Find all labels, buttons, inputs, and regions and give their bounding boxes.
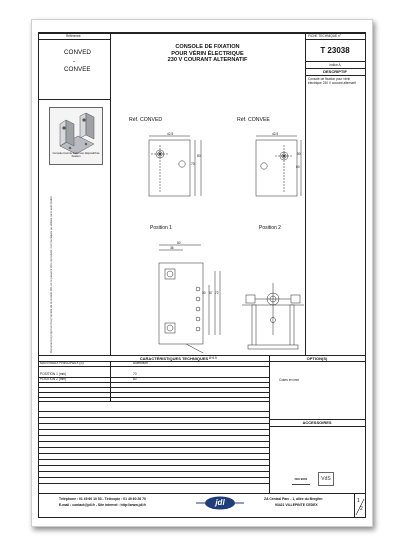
ref-separator: -: [73, 59, 75, 65]
spec-row-position-2-value: 60: [133, 376, 137, 381]
certification-logo: VdS: [318, 472, 334, 486]
sheet-index: indice A: [329, 62, 341, 67]
iso-label: ISO 9001: [294, 477, 308, 481]
drawing-label-convee: Réf. CONVEE: [237, 117, 270, 123]
position-1-label: Position 1: [150, 225, 172, 231]
specs-header-line: [39, 361, 365, 362]
reference-label-line: [39, 39, 110, 40]
material-value: Aluminium: [133, 361, 148, 365]
dim-60: 60: [296, 165, 300, 169]
header-divider-right: [305, 33, 306, 355]
spec-row-line-1: [39, 366, 269, 367]
spec-row-position-2-label: POSITION 2 (mm): [40, 376, 67, 381]
units-note: Cotes en mm: [279, 378, 300, 382]
descriptif-label: DESCRIPTIF: [323, 68, 347, 74]
sheet-number: T 23038: [320, 46, 350, 55]
footer-top-line: [39, 493, 365, 494]
ref-conved: CONVED: [64, 49, 91, 56]
dim-30: 30: [202, 291, 206, 295]
jdl-logo: [196, 496, 244, 510]
spec-row-line-7: [39, 401, 269, 402]
spec-row-line-3: [39, 382, 269, 383]
spec-row-line-20: [39, 483, 269, 484]
spec-row-line-2: [39, 377, 269, 378]
spec-row-line-10: [39, 423, 269, 424]
dim-42-5-convee: 42.5: [272, 132, 279, 136]
drawing-label-conved: Réf. CONVED: [129, 117, 163, 123]
dim-36: 36: [170, 246, 174, 250]
spec-row-line-14: [39, 447, 269, 448]
position-2-label: Position 2: [259, 225, 281, 231]
page-number: 1: [357, 498, 360, 504]
spec-row-line-16: [39, 459, 269, 460]
spec-row-line-11: [39, 429, 269, 430]
spec-row-line-4: [39, 387, 269, 388]
dim-80-convee: 80: [297, 152, 301, 156]
header-bottom-line: [39, 99, 110, 100]
page-total: 2: [360, 506, 363, 512]
spec-row-position-1-value: 70: [133, 371, 137, 376]
title-line-1: CONSOLE DE FIXATION: [175, 44, 240, 50]
footer-phone: Téléphone : 01 49 60 10 53 - Télécopie : 01 49 60 26 70: [59, 497, 146, 501]
dim-70: 70: [191, 162, 195, 166]
dim-50: 50: [177, 241, 181, 245]
accessories-header-line: [269, 426, 365, 427]
ref-convee: CONVEE: [64, 66, 91, 73]
jdl-logo-text: jdl: [215, 497, 225, 507]
iso-stamp: [292, 469, 310, 485]
sheet-frame: [38, 32, 366, 518]
spec-row-line-13: [39, 441, 269, 442]
header-divider-left: [110, 33, 111, 99]
dim-80-conved: 80: [197, 154, 201, 158]
descriptif-text: Console de fixation pour vérin électrique 230 V courant alternatif: [308, 77, 356, 86]
spec-row-line-18: [39, 471, 269, 472]
sheet-number-label: FICHE TECHNIQUE n°: [308, 33, 342, 38]
dim-72: 72: [215, 291, 219, 295]
dim-57: 57: [209, 291, 213, 295]
spec-row-position-1-label: POSITION 1 (mm): [40, 371, 67, 376]
specs-title: CARACTÉRISTIQUES TECHNIQUES: [139, 355, 209, 361]
spec-row-line-19: [39, 477, 269, 478]
reference-label: Référence: [66, 33, 81, 38]
footer-address-1: ZA Central Parc - 1, allée du Bergfen: [264, 497, 323, 501]
options-label: OPTION(S): [306, 355, 328, 361]
footer-email[interactable]: E-mail : contact@jdl.fr - Site internet : http://www.jdl.fr: [59, 503, 147, 507]
title-line-3: 230 V COURANT ALTERNATIF: [167, 57, 248, 63]
dim-42-5-conved: 42.5: [167, 132, 174, 136]
spec-row-line-5: [39, 392, 269, 393]
photo-caption: Console fournie sans son dispositif de fixation: [52, 151, 100, 159]
sheet-number-bottom-line: [305, 61, 365, 62]
spec-row-line-15: [39, 453, 269, 454]
descriptif-line: [305, 75, 365, 76]
material-label: MATERIAUX PRINCIPAUX (S): [40, 361, 84, 365]
product-photo: [49, 107, 103, 165]
spec-row-line-12: [39, 435, 269, 436]
side-legal-text: Document et projet sont la propriété de la société JDL et ne peuvent être reproduits, communiqués ou utilisés sans autorisation: [49, 195, 54, 354]
dim-hole-diameter: Ø 6.5: [209, 356, 217, 360]
footer-address-2: 93421 VILLEPINTE CEDEX: [275, 503, 318, 507]
technical-sheet: [31, 19, 373, 527]
title-line-2: POUR VÉRIN ÉLECTRIQUE: [171, 50, 244, 57]
spec-row-line-6: [39, 397, 269, 398]
accessories-label: ACCESSOIRES: [302, 419, 332, 425]
spec-row-line-9: [39, 417, 269, 418]
technical-drawing: [111, 123, 304, 353]
page-separator-slash: [354, 493, 365, 517]
spec-row-line-17: [39, 465, 269, 466]
sheet-label-line: [305, 39, 365, 40]
spec-row-line-8: [39, 411, 269, 412]
